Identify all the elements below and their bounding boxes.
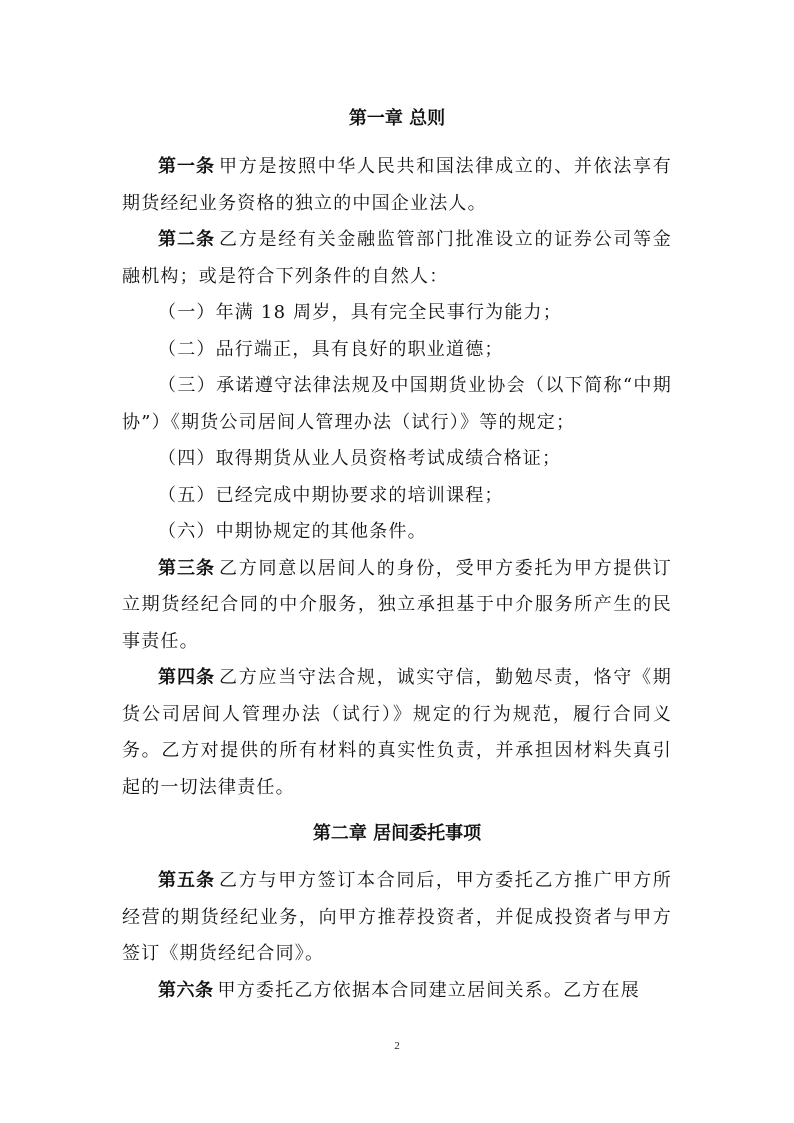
condition-item: （三）承诺遵守法律法规及中国期货业协会（以下简称“中期协”）《期货公司居间人管理办法（试行）》等的规定； (122, 375, 672, 433)
chapter-1-title: 第一章 总则 (348, 108, 446, 129)
article-label: 第二条 (158, 229, 216, 250)
section-gap (122, 806, 672, 815)
article-text: 乙方是经有关金融监管部门批准设立的证券公司等金融机构；或是符合下列条件的自然人： (122, 229, 672, 287)
article-4 (122, 660, 672, 806)
condition-item: （二）品行端正，具有良好的职业道德； (158, 338, 504, 360)
article-text: 乙方同意以居间人的身份，受甲方委托为甲方提供订立期货经纪合同的中介服务，独立承担基于中介服务所产生的民事责任。 (122, 557, 672, 652)
article-text: 甲方委托乙方依据本合同建立居间关系。乙方在展 (217, 979, 640, 1001)
document-body (122, 100, 672, 1009)
article-text: 乙方与甲方签订本合同后，甲方委托乙方推广甲方所经营的期货经纪业务，向甲方推荐投资者，并促成投资者与甲方签订《期货经纪合同》。 (122, 870, 672, 964)
article-label: 第三条 (158, 557, 216, 579)
page-number: 2 (394, 1040, 400, 1052)
article-1 (122, 149, 672, 222)
article-label: 第四条 (158, 667, 216, 688)
article-label: 第五条 (158, 870, 216, 891)
article-5 (122, 863, 672, 973)
condition-item: （五）已经完成中期协要求的培训课程； (158, 484, 504, 506)
article-label: 第六条 (158, 979, 214, 1001)
article-text: 乙方应当守法合规，诚实守信，勤勉尽责，恪守《期货公司居间人管理办法（试行）》规定的行为规范，履行合同义务。乙方对提供的所有材料的真实性负责，并承担因材料失真引起的一切法律责任。 (122, 667, 672, 798)
article-3 (122, 551, 672, 661)
condition-item: （六）中期协规定的其他条件。 (158, 521, 427, 542)
condition-item: （四）取得期货从业人员资格考试成绩合格证； (158, 448, 562, 469)
article-2 (122, 222, 672, 295)
article-6 (122, 973, 672, 1010)
condition-item: （一）年满 18 周岁，具有完全民事行为能力； (158, 302, 562, 323)
chapter-2-title: 第二章 居间委托事项 (312, 823, 482, 844)
article-text: 甲方是按照中华人民共和国法律成立的、并依法享有期货经纪业务资格的独立的中国企业法人。 (122, 156, 672, 214)
article-label: 第一条 (158, 156, 216, 177)
